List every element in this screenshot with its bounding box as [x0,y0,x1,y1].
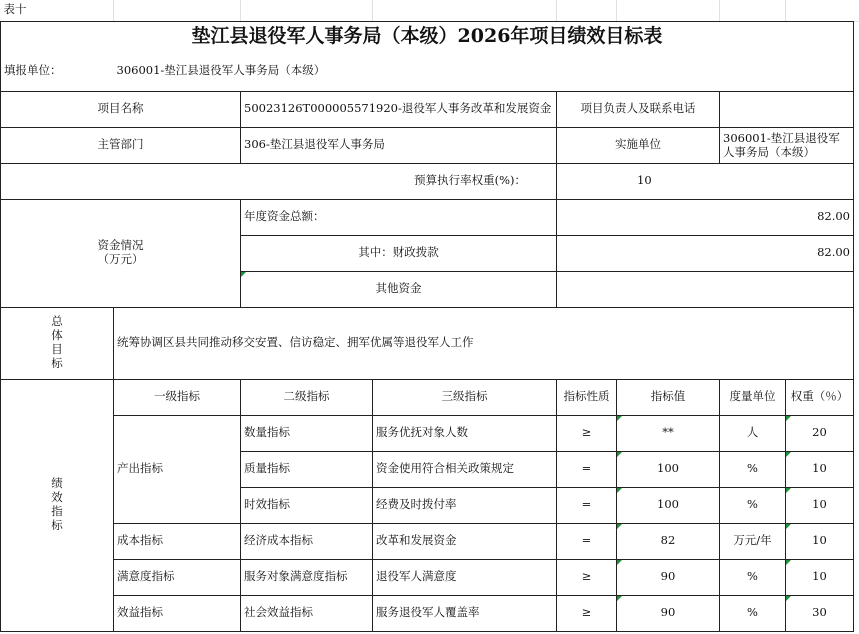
overall-goal-char-1: 总 [51,314,63,329]
row-4-level3: 改革和发展资金 [373,523,557,559]
annual-total-value: 82.00 [557,199,854,235]
row-6-level2: 社会效益指标 [241,595,373,631]
row-5-level2: 服务对象满意度指标 [241,559,373,595]
supervising-dept-label: 主管部门 [1,127,241,163]
row-2-value: 100 [617,451,720,487]
row-3-unit: % [720,487,786,523]
row-2-level3: 资金使用符合相关政策规定 [373,451,557,487]
row-5-value: 90 [617,559,720,595]
row-3-weight: 10 [786,487,854,523]
other-funds-label: 其他资金 [241,271,557,307]
row-5-level3: 退役军人满意度 [373,559,557,595]
row-4-nature: = [557,523,617,559]
row-4-level2: 经济成本指标 [241,523,373,559]
header-value: 指标值 [617,379,720,415]
header-nature: 指标性质 [557,379,617,415]
funds-label [1,199,241,307]
project-owner-value [720,91,854,127]
performance-char-1: 绩 [51,476,63,491]
implementing-unit-label: 实施单位 [557,127,720,163]
performance-char-2: 效 [51,490,63,505]
row-6-value: 90 [617,595,720,631]
budget-weight-value: 10 [557,163,854,199]
group-satisfaction: 满意度指标 [114,559,241,595]
header-level2: 二级指标 [241,379,373,415]
row-2-unit: % [720,451,786,487]
overall-goal-char-4: 标 [51,355,63,370]
row-1-level3: 服务优抚对象人数 [373,415,557,451]
row-2-weight: 10 [786,451,854,487]
supervising-dept-value: 306-垫江县退役军人事务局 [241,127,557,163]
funds-label-line2: （万元） [97,252,144,266]
overall-goal-char-3: 目 [51,342,63,356]
row-1-weight: 20 [786,415,854,451]
header-level1: 一级指标 [114,379,241,415]
project-name-label: 项目名称 [1,91,241,127]
row-6-nature: ≥ [557,595,617,631]
row-6-unit: % [720,595,786,631]
row-5-nature: ≥ [557,559,617,595]
row-5-weight: 10 [786,559,854,595]
fiscal-funds-label: 其中：财政拨款 [241,235,557,271]
budget-weight-label: 预算执行率权重(%)： [1,163,557,199]
row-4-unit: 万元/年 [720,523,786,559]
row-4-weight: 10 [786,523,854,559]
filler-unit-label: 填报单位： [1,51,114,91]
page-title: 垫江县退役军人事务局（本级）2026年项目绩效目标表 [1,21,854,51]
row-1-nature: ≥ [557,415,617,451]
project-owner-label: 项目负责人及联系电话 [557,91,720,127]
other-funds-value [557,271,854,307]
row-3-level3: 经费及时拨付率 [373,487,557,523]
performance-char-4: 标 [51,517,63,532]
performance-char-3: 指 [51,504,63,518]
row-2-nature: = [557,451,617,487]
filler-unit-value: 306001-垫江县退役军人事务局（本级） [114,51,854,91]
row-3-value: 100 [617,487,720,523]
row-5-unit: % [720,559,786,595]
fiscal-funds-value: 82.00 [557,235,854,271]
row-6-level3: 服务退役军人覆盖率 [373,595,557,631]
overall-goal-label [1,307,114,379]
implementing-unit-value: 306001-垫江县退役军人事务局（本级） [720,127,854,163]
row-3-level2: 时效指标 [241,487,373,523]
funds-label-line1: 资金情况 [97,238,144,253]
row-2-level2: 质量指标 [241,451,373,487]
performance-label [1,379,114,631]
row-1-unit: 人 [720,415,786,451]
group-output: 产出指标 [114,415,241,523]
annual-total-label: 年度资金总额： [241,199,557,235]
row-1-level2: 数量指标 [241,415,373,451]
overall-goal-char-2: 体 [51,328,63,343]
overall-goal-text: 统筹协调区县共同推动移交安置、信访稳定、拥军优属等退役军人工作 [114,307,854,379]
header-level3: 三级指标 [373,379,557,415]
project-name-value: 50023126T000005571920-退役军人事务改革和发展资金 [241,91,557,127]
row-1-value: ** [617,415,720,451]
row-4-value: 82 [617,523,720,559]
group-cost: 成本指标 [114,523,241,559]
row-6-weight: 30 [786,595,854,631]
header-unit: 度量单位 [720,379,786,415]
header-weight: 权重（％） [786,379,854,415]
row-3-nature: = [557,487,617,523]
group-benefit: 效益指标 [114,595,241,631]
sheet-label: 表十 [3,2,27,17]
